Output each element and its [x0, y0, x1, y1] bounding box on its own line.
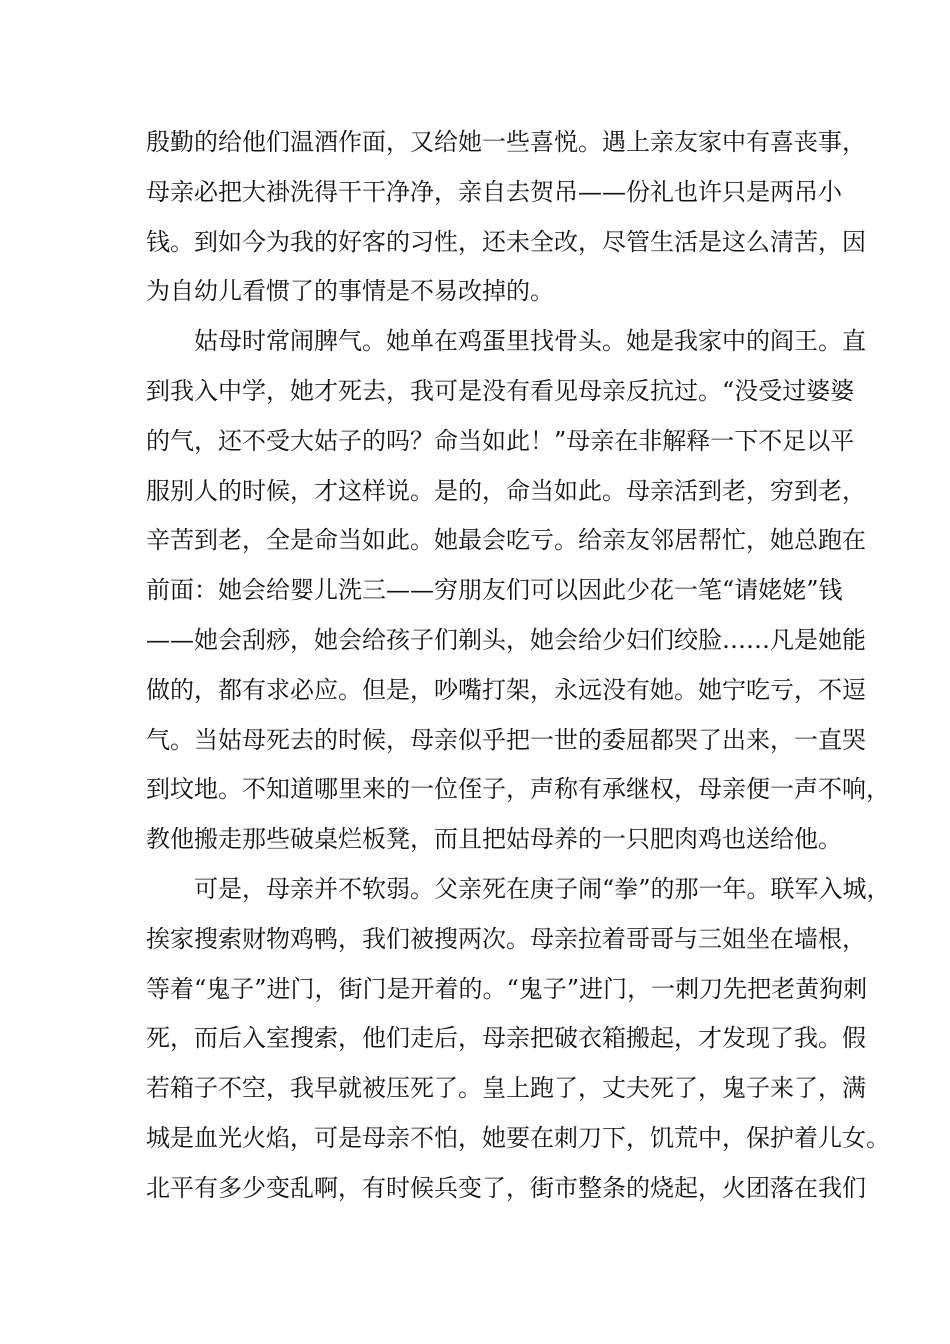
paragraph-3-line-5: 若箱子不空，我早就被压死了。皇上跑了，丈夫死了，鬼子来了，满: [146, 1074, 866, 1103]
paragraph-2-line-2: 到我入中学，她才死去，我可是没有看见母亲反抗过。“没受过婆婆: [146, 376, 855, 405]
paragraph-3-line-7: 北平有多少变乱啊，有时候兵变了，街市整条的烧起，火团落在我们: [146, 1173, 866, 1202]
paragraph-2-line-11: 教他搬走那些破桌烂板凳，而且把姑母养的一只肥肉鸡也送给他。: [146, 825, 842, 854]
paragraph-2-line-6: 前面：她会给婴儿洗三——穷朋友们可以因此少花一笔“请姥姥”钱: [146, 576, 843, 605]
paragraph-2-line-7: ——她会刮痧，她会给孩子们剃头，她会给少妇们绞脸……凡是她能: [146, 625, 866, 654]
paragraph-1-line-1: 殷勤的给他们温酒作面，又给她一些喜悦。遇上亲友家中有喜丧事，: [146, 128, 866, 156]
paragraph-2-line-5: 辛苦到老，全是命当如此。她最会吃亏。给亲友邻居帮忙，她总跑在: [146, 526, 866, 555]
paragraph-1-line-4: 为自幼儿看惯了的事情是不易改掉的。: [146, 277, 554, 306]
paragraph-2-line-9: 气。当姑母死去的时候，母亲似乎把一世的委屈都哭了出来，一直哭: [146, 725, 866, 754]
body-text: [146, 118, 891, 1214]
paragraph-2-line-10: 到坟地。不知道哪里来的一位侄子，声称有承继权，母亲便一声不响，: [146, 775, 890, 804]
paragraph-3-line-6: 城是血光火焰，可是母亲不怕，她要在刺刀下，饥荒中，保护着儿女。: [146, 1123, 890, 1152]
paragraph-2-line-1: 姑母时常闹脾气。她单在鸡蛋里找骨头。她是我家中的阎王。直: [194, 327, 866, 356]
paragraph-3-line-4: 死，而后入室搜索，他们走后，母亲把破衣箱搬起，才发现了我。假: [146, 1024, 866, 1053]
paragraph-1-line-2: 母亲必把大褂洗得干干净净，亲自去贺吊——份礼也许只是两吊小: [146, 177, 842, 206]
paragraph-2-line-8: 做的，都有求必应。但是，吵嘴打架，永远没有她。她宁吃亏，不逗: [146, 675, 866, 704]
paragraph-2-line-3: 的气，还不受大姑子的吗？命当如此！”母亲在非解释一下不足以平: [146, 426, 855, 455]
paragraph-1-line-3: 钱。到如今为我的好客的习性，还未全改，尽管生活是这么清苦，因: [146, 227, 866, 256]
paragraph-3-line-2: 挨家搜索财物鸡鸭，我们被搜两次。母亲拉着哥哥与三姐坐在墙根，: [146, 924, 866, 953]
paragraph-3-line-3: 等着“鬼子”进门，街门是开着的。“鬼子”进门，一刺刀先把老黄狗刺: [146, 974, 868, 1003]
paragraph-2-line-4: 服别人的时候，才这样说。是的，命当如此。母亲活到老，穷到老，: [146, 476, 866, 505]
paragraph-3-line-1: 可是，母亲并不软弱。父亲死在庚子闹“拳”的那一年。联军入城，: [194, 874, 891, 903]
